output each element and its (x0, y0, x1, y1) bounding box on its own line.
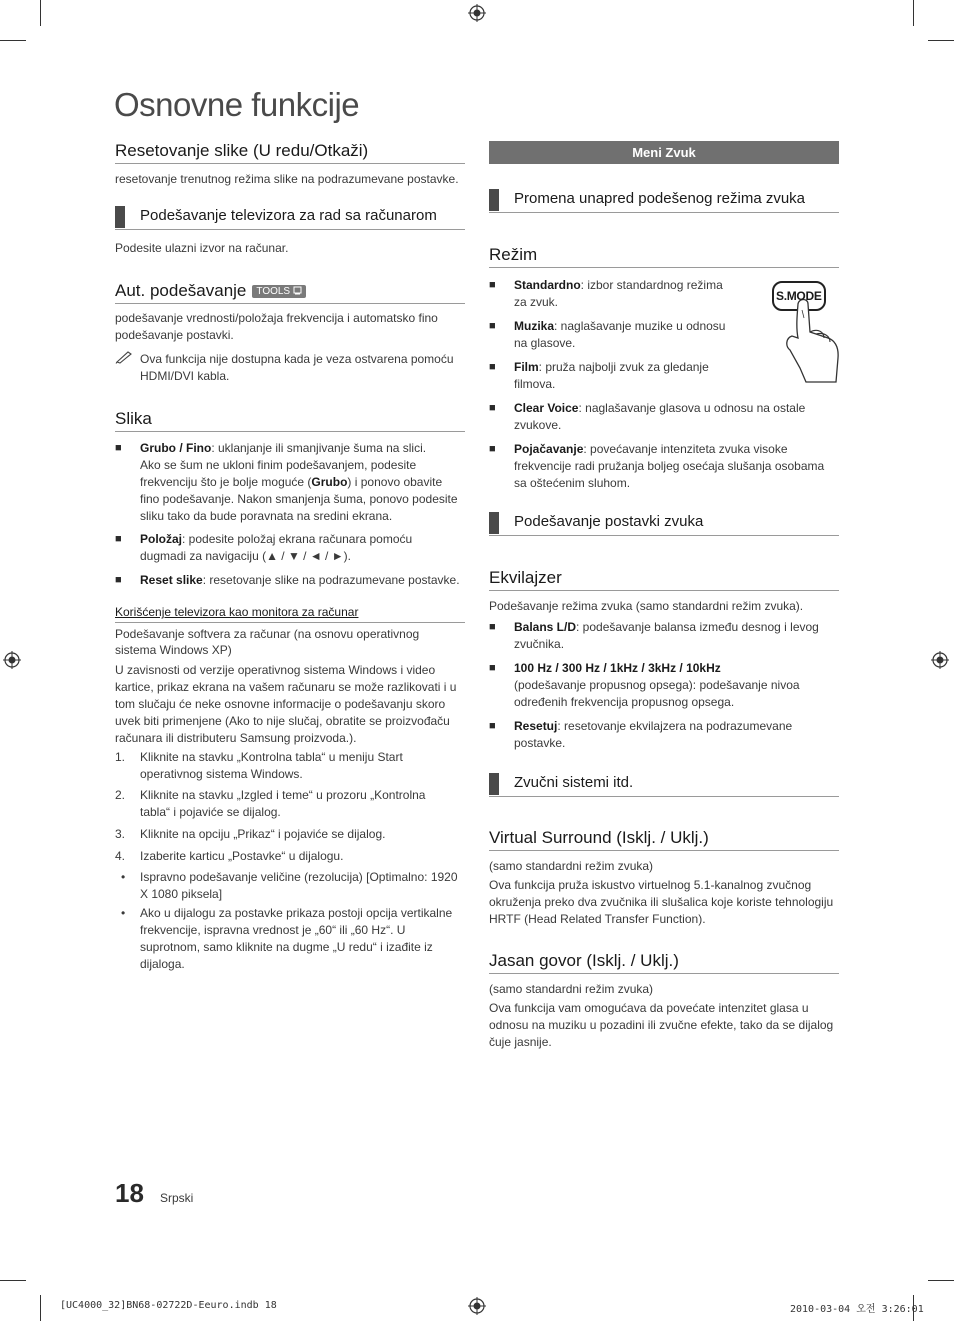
registration-mark-icon (931, 651, 949, 669)
list-bullet: ■ (115, 533, 122, 545)
item-text-line: Ako se šum ne ukloni finim podešavanjem, podesite (140, 458, 417, 472)
monitor-p2: uvek biti primenjene (Ako to nije slučaj, obratite se proizvođaču (115, 714, 450, 728)
list-item (514, 619, 819, 636)
step-number: 4. (115, 849, 126, 863)
section-heading-reset: Resetovanje slike (U redu/Otkaži) (115, 141, 369, 160)
registration-mark-icon (468, 1297, 486, 1315)
list-bullet: ■ (115, 574, 122, 586)
item-text-line: fino podešavanje. Nakon smanjenja šuma, ponovo podesite (140, 492, 458, 506)
item-term: Pojačavanje (514, 442, 584, 456)
step-text: operativnog sistema Windows. (140, 767, 303, 781)
auto-note-2: HDMI/DVI kabla. (140, 369, 230, 383)
item-text-line: za zvuk. (514, 295, 559, 309)
list-bullet: ■ (489, 443, 496, 455)
item-text: : resetovanje ekvilajzera na podrazumevane (557, 719, 793, 733)
item-text-line: frekvencije radi pružanja boljeg osećaja slušanja osobama (514, 459, 825, 473)
list-item (514, 441, 788, 458)
list-item (514, 660, 721, 677)
vs-text: HRTF (Head Related Transfer Function). (489, 912, 706, 926)
heading-rule (489, 212, 839, 213)
crop-mark (913, 0, 914, 26)
item-term: Balans L/D (514, 620, 577, 634)
footer-file-info: [UC4000_32]BN68-02722D-Eeuro.indb 18 (60, 1300, 277, 1311)
list-bullet: ■ (489, 320, 496, 332)
reset-text: resetovanje trenutnog režima slike na podrazumevane postavke. (115, 172, 459, 186)
crop-mark (0, 40, 26, 41)
monitor-p1: sistema Windows XP) (115, 643, 232, 657)
heading-rule (489, 535, 839, 536)
item-text-line: dugmadi za navigaciju (▲ / ▼ / ◄ / ►). (140, 549, 351, 563)
heading-rule (115, 163, 465, 164)
section-heading-jasan-govor: Jasan govor (Isklj. / Uklj.) (489, 951, 679, 970)
list-bullet: ■ (489, 402, 496, 414)
heading-rule (489, 590, 839, 591)
item-term: Resetuj (514, 719, 558, 733)
item-text: frekvenciju što je bolje moguće ( (140, 475, 312, 489)
item-text: : povećavanje intenziteta zvuka visoke (583, 442, 788, 456)
jg-text: odnosu na muziku u pozadini ili zvučne efekte, tako da se dijalog (489, 1018, 834, 1032)
list-item (514, 318, 725, 335)
item-text-line: filmova. (514, 377, 556, 391)
subheading-preset: Promena unapred podešenog režima zvuka (514, 190, 806, 207)
list-item (140, 531, 412, 548)
heading-rule (115, 303, 465, 304)
page-title: Osnovne funkcije (114, 86, 360, 123)
dot-text: Ispravno podešavanje veličine (rezolucija) [Optimalno: 1920 (140, 870, 458, 884)
item-text-line: zvučnika. (514, 637, 565, 651)
monitor-heading: Korišćenje televizora kao monitora za računar (115, 605, 359, 619)
item-text-line: određenih frekvencija propusnog opsega. (514, 695, 735, 709)
step-number: 3. (115, 827, 126, 841)
item-term: 100 Hz / 300 Hz / 1kHz / 3kHz / 10kHz (514, 661, 721, 675)
item-text: ) i ponovo obavite (347, 475, 443, 489)
footer-timestamp: 2010-03-04 오전 3:26:01 (790, 1304, 924, 1315)
list-item (514, 400, 805, 417)
item-text-line: (podešavanje propusnog opsega): podešavanje nivoa (514, 678, 800, 692)
list-item (140, 572, 460, 589)
item-term: Položaj (140, 532, 183, 546)
item-text-line: sliku tako da bude poravnata na sredini ekrana. (140, 509, 393, 523)
item-text-line (140, 474, 442, 491)
item-text: : izbor standardnog režima (580, 278, 723, 292)
list-bullet: ■ (489, 662, 496, 674)
jg-text: čuje jasnije. (489, 1035, 552, 1049)
dot-text: X 1080 piksela] (140, 887, 223, 901)
auto-heading-label: Aut. podešavanje (115, 281, 247, 300)
pc-setup-text: Podesite ulazni izvor na računar. (115, 241, 289, 255)
step-text: Kliknite na opciju „Prikaz“ i pojaviće se dijalog. (140, 827, 386, 841)
item-term: Muzika (514, 319, 555, 333)
crop-mark (0, 1280, 26, 1281)
tools-icon (293, 286, 302, 295)
note-pencil-icon (115, 350, 133, 364)
step-text: Kliknite na stavku „Kontrolna tabla“ u meniju Start (140, 750, 403, 764)
jg-text: (samo standardni režim zvuka) (489, 982, 654, 996)
auto-text-1: podešavanje vrednosti/položaja frekvencija i automatsko fino (115, 311, 438, 325)
item-text-line: na glasove. (514, 336, 576, 350)
section-heading-ekvilajzer: Ekvilajzer (489, 568, 562, 587)
list-item (514, 277, 723, 294)
item-text: : podesite položaj ekrana računara pomoću (182, 532, 413, 546)
subheading-systems: Zvučni sistemi itd. (514, 774, 634, 791)
step-text: Kliknite na stavku „Izgled i teme“ u prozoru „Kontrolna (140, 788, 426, 802)
monitor-p2: tom slučaju će neke osnovne informacije o podešavanju skoro (115, 697, 446, 711)
crop-mark (40, 1295, 41, 1321)
subheading-pc-setup: Podešavanje televizora za rad sa računarom (140, 207, 437, 224)
registration-mark-icon (3, 651, 21, 669)
menu-zvuk-header: Meni Zvuk (489, 141, 839, 164)
dot-text: dijaloga. (140, 957, 185, 971)
list-item (514, 359, 709, 376)
list-item (514, 718, 792, 735)
monitor-p2: U zavisnosti od verzije operativnog sistema Windows i video (115, 663, 436, 677)
crop-mark (928, 1280, 954, 1281)
vs-text: Ova funkcija pruža iskustvo virtuelnog 5.1-kanalnog zvučnog (489, 878, 812, 892)
auto-text-2: podešavanje postavki. (115, 328, 234, 342)
item-term: Reset slike (140, 573, 203, 587)
heading-rule (489, 973, 839, 974)
page-number: 18 (115, 1178, 144, 1208)
list-bullet: ■ (489, 621, 496, 633)
dot-bullet: • (121, 870, 126, 884)
smode-button-label: S.MODE (776, 289, 822, 303)
list-bullet: ■ (489, 361, 496, 373)
item-text: : naglašavanje muzike u odnosu (554, 319, 726, 333)
heading-rule (489, 850, 839, 851)
section-heading-auto (115, 281, 306, 301)
step-text: Izaberite karticu „Postavke“ u dijalogu. (140, 849, 344, 863)
dot-bullet: • (121, 906, 126, 920)
jg-text: Ova funkcija vam omogućava da povećate intenzitet glasa u (489, 1001, 809, 1015)
item-text: : pruža najbolji zvuk za gledanje (538, 360, 709, 374)
subheading-settings: Podešavanje postavki zvuka (514, 513, 704, 530)
vs-text: (samo standardni režim zvuka) (489, 859, 654, 873)
subheading-bar (489, 773, 499, 795)
vs-text: okruženja preko dva zvučnika ili slušalica koje koriste tehnologiju (489, 895, 834, 909)
section-heading-rezim: Režim (489, 245, 538, 264)
heading-rule (115, 431, 465, 432)
auto-note-1: Ova funkcija nije dostupna kada je veza ostvarena pomoću (140, 352, 454, 366)
item-text: : podešavanje balansa između desnog i levog (576, 620, 819, 634)
list-item (140, 440, 426, 457)
subheading-bar (489, 512, 499, 534)
section-heading-virtual-surround: Virtual Surround (Isklj. / Uklj.) (489, 828, 709, 847)
item-term: Standardno (514, 278, 581, 292)
heading-rule (115, 622, 465, 623)
item-text-line: zvukove. (514, 418, 562, 432)
item-term: Grubo (311, 475, 348, 489)
page-language: Srpski (160, 1191, 194, 1205)
monitor-p2: računara ili distributeru Samsung proizvoda.). (115, 731, 357, 745)
section-heading-slika: Slika (115, 409, 152, 428)
subheading-bar (115, 206, 125, 228)
item-term: Film (514, 360, 539, 374)
dot-text: frekvencije, ispravna vrednost je „60“ ili „60 Hz“. U (140, 923, 406, 937)
tools-badge-label: TOOLS (256, 286, 291, 297)
monitor-p1: Podešavanje softvera za računar (na osnovu operativnog (115, 627, 420, 641)
crop-mark (928, 40, 954, 41)
item-text: : resetovanje slike na podrazumevane postavke. (202, 573, 460, 587)
registration-mark-icon (468, 4, 486, 22)
heading-rule (489, 796, 839, 797)
monitor-p2: kartice, prikaz ekrana na vašem računaru se može razlikovati i u (115, 680, 457, 694)
item-text: : naglašavanje glasova u odnosu na ostale (578, 401, 806, 415)
list-bullet: ■ (489, 720, 496, 732)
step-text: tabla“ i pojaviće se dijalog. (140, 805, 281, 819)
subheading-bar (489, 189, 499, 211)
crop-mark (40, 0, 41, 26)
dot-text: suprotnom, samo kliknite na dugme „U redu“ i izađite iz (140, 940, 433, 954)
list-bullet: ■ (115, 442, 122, 454)
tools-badge (252, 285, 306, 298)
item-term: Clear Voice (514, 401, 579, 415)
item-text: : uklanjanje ili smanjivanje šuma na slici. (211, 441, 427, 455)
item-term: Grubo / Fino (140, 441, 212, 455)
item-text-line: sa oštećenim sluhom. (514, 476, 631, 490)
item-text-line: postavke. (514, 736, 566, 750)
list-bullet: ■ (489, 279, 496, 291)
dot-text: Ako u dijalogu za postavke prikaza postoji opcija vertikalne (140, 906, 453, 920)
step-number: 1. (115, 750, 126, 764)
ekv-intro: Podešavanje režima zvuka (samo standardni režim zvuka). (489, 599, 804, 613)
heading-rule (115, 229, 465, 230)
heading-rule (489, 267, 839, 268)
step-number: 2. (115, 788, 126, 802)
